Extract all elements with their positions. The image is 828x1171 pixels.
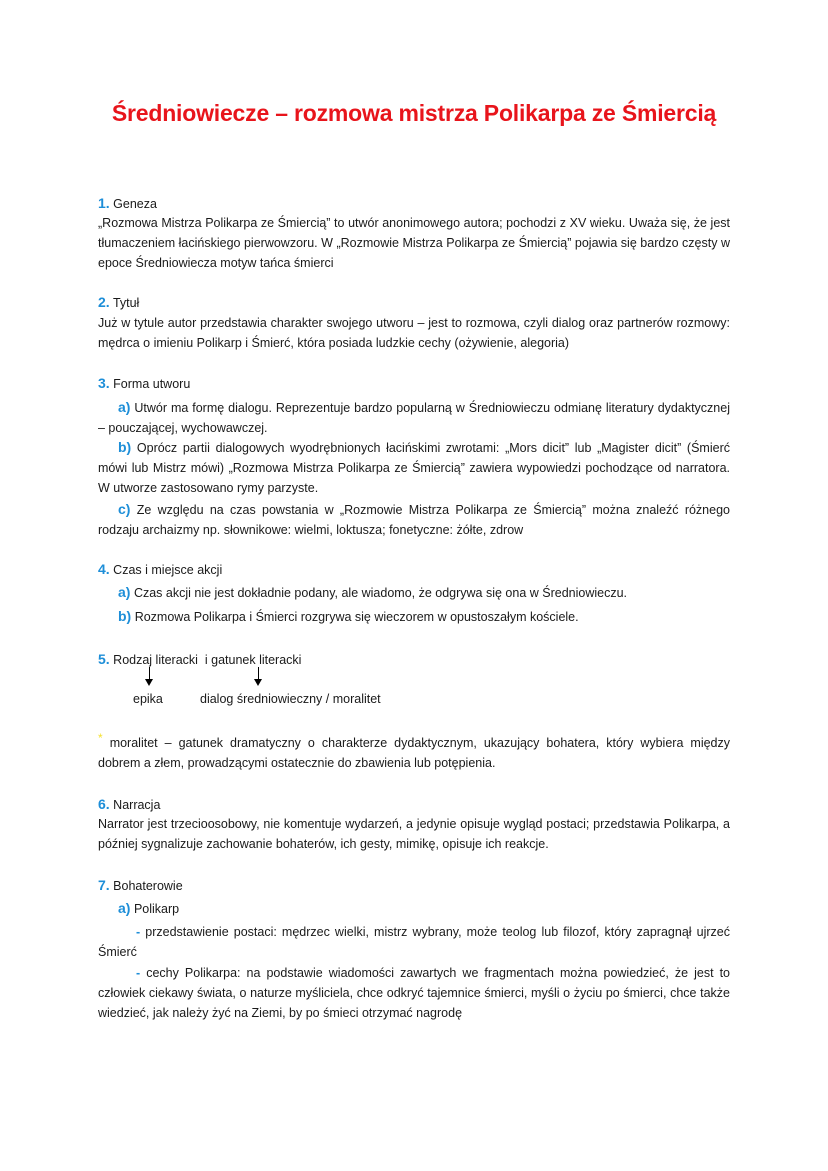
section-number: 2. [98, 294, 110, 310]
section-6-heading [98, 796, 160, 812]
item-letter: a) [118, 399, 131, 415]
item-letter: b) [118, 608, 132, 624]
bullet-text: przedstawienie postaci: mędrzec wielki, mistrz wybrany, może teolog lub filozof, który zapragnął ujrzeć Śmierć [98, 925, 730, 959]
item-text: Oprócz partii dialogowych wyodrębnionych łacińskimi zwrotami: „Mors dicit” lub „Magister dicit” (Śmierć mówi lub Mistrz mówi) „Rozmowa Mistrza Polikarpa ze Śmiercią” zawiera wypowiedzi pochodzące od narratora. W utworze zastosowano rymy parzyste. [98, 441, 730, 495]
section-6-text: Narrator jest trzecioosobowy, nie komentuje wydarzeń, a jedynie opisuje wygląd postaci; przedstawia Polikarpa, a później sygnalizuje zachowanie bohaterów, ich gesty, mimikę, opisuje ich reakcje. [98, 817, 730, 851]
item-letter: a) [118, 900, 131, 916]
section-title: Narracja [113, 798, 161, 812]
note-text: moralitet – gatunek dramatyczny o charakterze dydaktycznym, ukazujący bohatera, który wybiera między dobrem a złem, prowadzącymi ostatecznie do zbawienia lub potępienia. [98, 736, 730, 770]
section-2-heading [98, 294, 139, 310]
item-text: Polikarp [133, 902, 180, 916]
character-bullet [98, 922, 730, 962]
section-2-text: Już w tytule autor przedstawia charakter swojego utworu – jest to rozmowa, czyli dialog oraz partnerów rozmowy: mędrca o imieniu Polikarp i Śmierć, która posiada ludzkie cechy (ożywienie, alegoria) [98, 316, 730, 350]
item-text: Czas akcji nie jest dokładnie podany, ale wiadomo, że odgrywa się ona w Średniowieczu. [133, 586, 628, 600]
section-title: Rodzaj literacki i gatunek literacki [113, 653, 302, 667]
item-letter: a) [118, 584, 131, 600]
section-number: 4. [98, 561, 110, 577]
section-4-heading [98, 561, 222, 577]
page-title: Średniowiecze – rozmowa mistrza Polikarpa ze Śmiercią [111, 100, 717, 126]
dash-bullet-icon: - [136, 925, 141, 939]
section-number: 1. [98, 195, 110, 211]
section-4-item-a [98, 582, 730, 603]
section-7-heading [98, 877, 183, 893]
section-1-text: „Rozmowa Mistrza Polikarpa ze Śmiercią” to utwór anonimowego autora; pochodzi z XV wieku. Uważa się, że jest tłumaczeniem łacińskiego pierwowzoru. W „Rozmowie Mistrza Polikarpa ze Śmiercią” pojawia się bardzo częsty w epoce Średniowiecza motyw tańca śmierci [98, 216, 730, 270]
section-title: Tytuł [112, 296, 140, 310]
section-3-item-c [98, 499, 730, 540]
section-3-heading [98, 375, 190, 391]
section-3-item-b [98, 437, 730, 498]
arrowhead-icon [254, 679, 262, 686]
item-text: Rozmowa Polikarpa i Śmierci rozgrywa się wieczorem w opustoszałym kościele. [134, 610, 579, 624]
genre-value: dialog średniowieczny / moralitet [200, 692, 381, 706]
section-number: 3. [98, 375, 110, 391]
section-title: Geneza [113, 197, 157, 211]
section-1-heading [98, 195, 157, 211]
item-letter: c) [118, 501, 131, 517]
bullet-text: cechy Polikarpa: na podstawie wiadomości zawartych we fragmentach można powiedzieć, że jest to człowiek ciekawy świata, o naturze myśliciela, chce odkryć tajemnice śmierci, myśli o życiu po śmierci, chce także wiedzieć, jak należy żyć na Ziemi, by po śmieci otrzymać nagrodę [98, 966, 730, 1020]
character-bullet [98, 963, 730, 1023]
section-title: Forma utworu [113, 377, 191, 391]
item-letter: b) [118, 439, 132, 455]
moralitet-note [98, 733, 730, 773]
item-text: Utwór ma formę dialogu. Reprezentuje bardzo popularną w Średniowieczu odmianę literatury dydaktycznej – pouczającej, wychowawczej. [98, 401, 730, 435]
section-7-item-a [98, 898, 730, 919]
section-5-heading [98, 651, 301, 667]
dash-bullet-icon: - [136, 966, 141, 980]
arrowhead-icon [145, 679, 153, 686]
section-number: 7. [98, 877, 110, 893]
section-title: Bohaterowie [113, 879, 183, 893]
genre-kind-value: epika [133, 692, 163, 706]
section-title: Czas i miejsce akcji [113, 563, 223, 577]
section-number: 6. [98, 796, 110, 812]
section-3-item-a [98, 397, 730, 438]
star-icon: * [98, 731, 103, 745]
section-number: 5. [98, 651, 110, 667]
item-text: Ze względu na czas powstania w „Rozmowie Mistrza Polikarpa ze Śmiercią” można znaleźć różnego rodzaju archaizmy np. słownikowe: wielmi, loktusza; fonetyczne: żółte, zdrow [98, 503, 730, 537]
section-4-item-b [98, 606, 730, 627]
